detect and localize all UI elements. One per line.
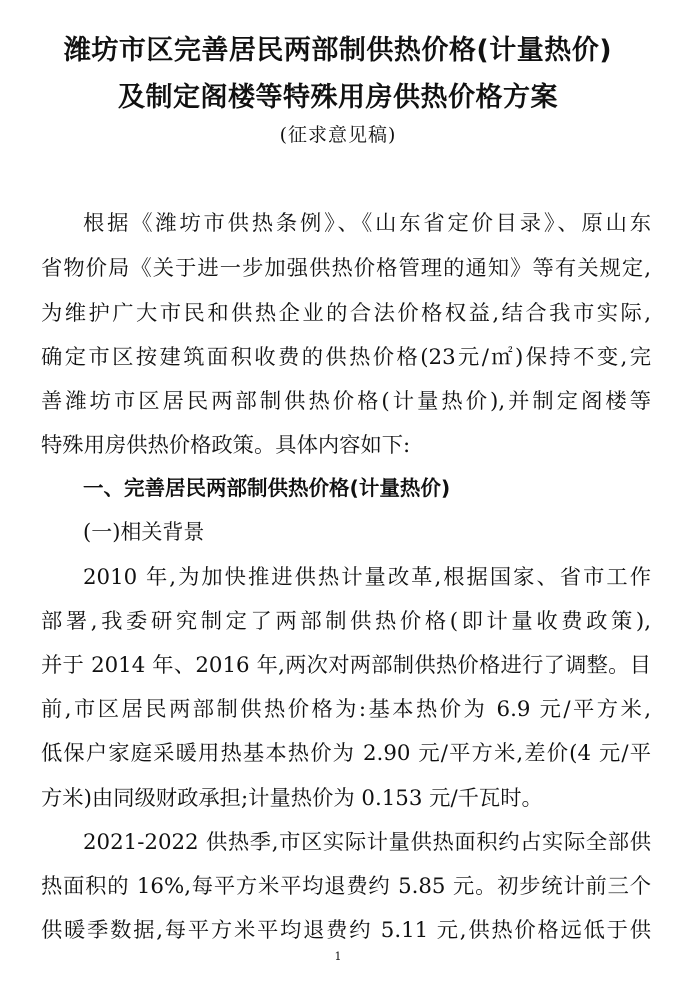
paragraph-line: 部署,我委研究制定了两部制供热价格(即计量收费政策),	[41, 609, 651, 634]
paragraph-line: 前,市区居民两部制供热价格为:基本热价为 6.9 元/平方米,	[41, 697, 651, 722]
document-title-line-1: 潍坊市区完善居民两部制供热价格(计量热价)	[63, 35, 613, 66]
paragraph-line: 2010 年,为加快推进供热计量改革,根据国家、省市工作	[83, 565, 651, 590]
paragraph-line: 低保户家庭采暖用热基本热价为 2.90 元/平方米,差价(4 元/平	[41, 741, 651, 766]
intro-line: 省物价局《关于进一步加强供热价格管理的通知》等有关规定,	[41, 256, 651, 281]
intro-line: 为维护广大市民和供热企业的合法价格权益,结合我市实际,	[41, 301, 651, 326]
paragraph-line: 供暖季数据,每平方米平均退费约 5.11 元,供热价格远低于供	[41, 918, 651, 943]
document-title-line-2: 及制定阁楼等特殊用房供热价格方案	[118, 82, 558, 113]
paragraph-line: 并于 2014 年、2016 年,两次对两部制供热价格进行了调整。目	[41, 653, 651, 678]
intro-line: 善潍坊市区居民两部制供热价格(计量热价),并制定阁楼等	[41, 389, 651, 414]
intro-line: 确定市区按建筑面积收费的供热价格(23元/㎡)保持不变,完	[41, 345, 651, 370]
paragraph-line: 2021-2022 供热季,市区实际计量供热面积约占实际全部供	[83, 830, 651, 855]
page-number: 1	[334, 950, 342, 963]
subsection-heading: (一)相关背景	[83, 520, 205, 544]
intro-line: 特殊用房供热价格政策。具体内容如下:	[41, 433, 411, 458]
document-subtitle: (征求意见稿)	[279, 124, 397, 146]
intro-line: 根据《潍坊市供热条例》、《山东省定价目录》、原山东	[83, 211, 651, 236]
section-heading: 一、完善居民两部制供热价格(计量热价)	[83, 476, 451, 500]
paragraph-line: 方米)由同级财政承担;计量热价为 0.153 元/千瓦时。	[41, 786, 543, 811]
paragraph-line: 热面积的 16%,每平方米平均退费约 5.85 元。初步统计前三个	[41, 874, 651, 899]
